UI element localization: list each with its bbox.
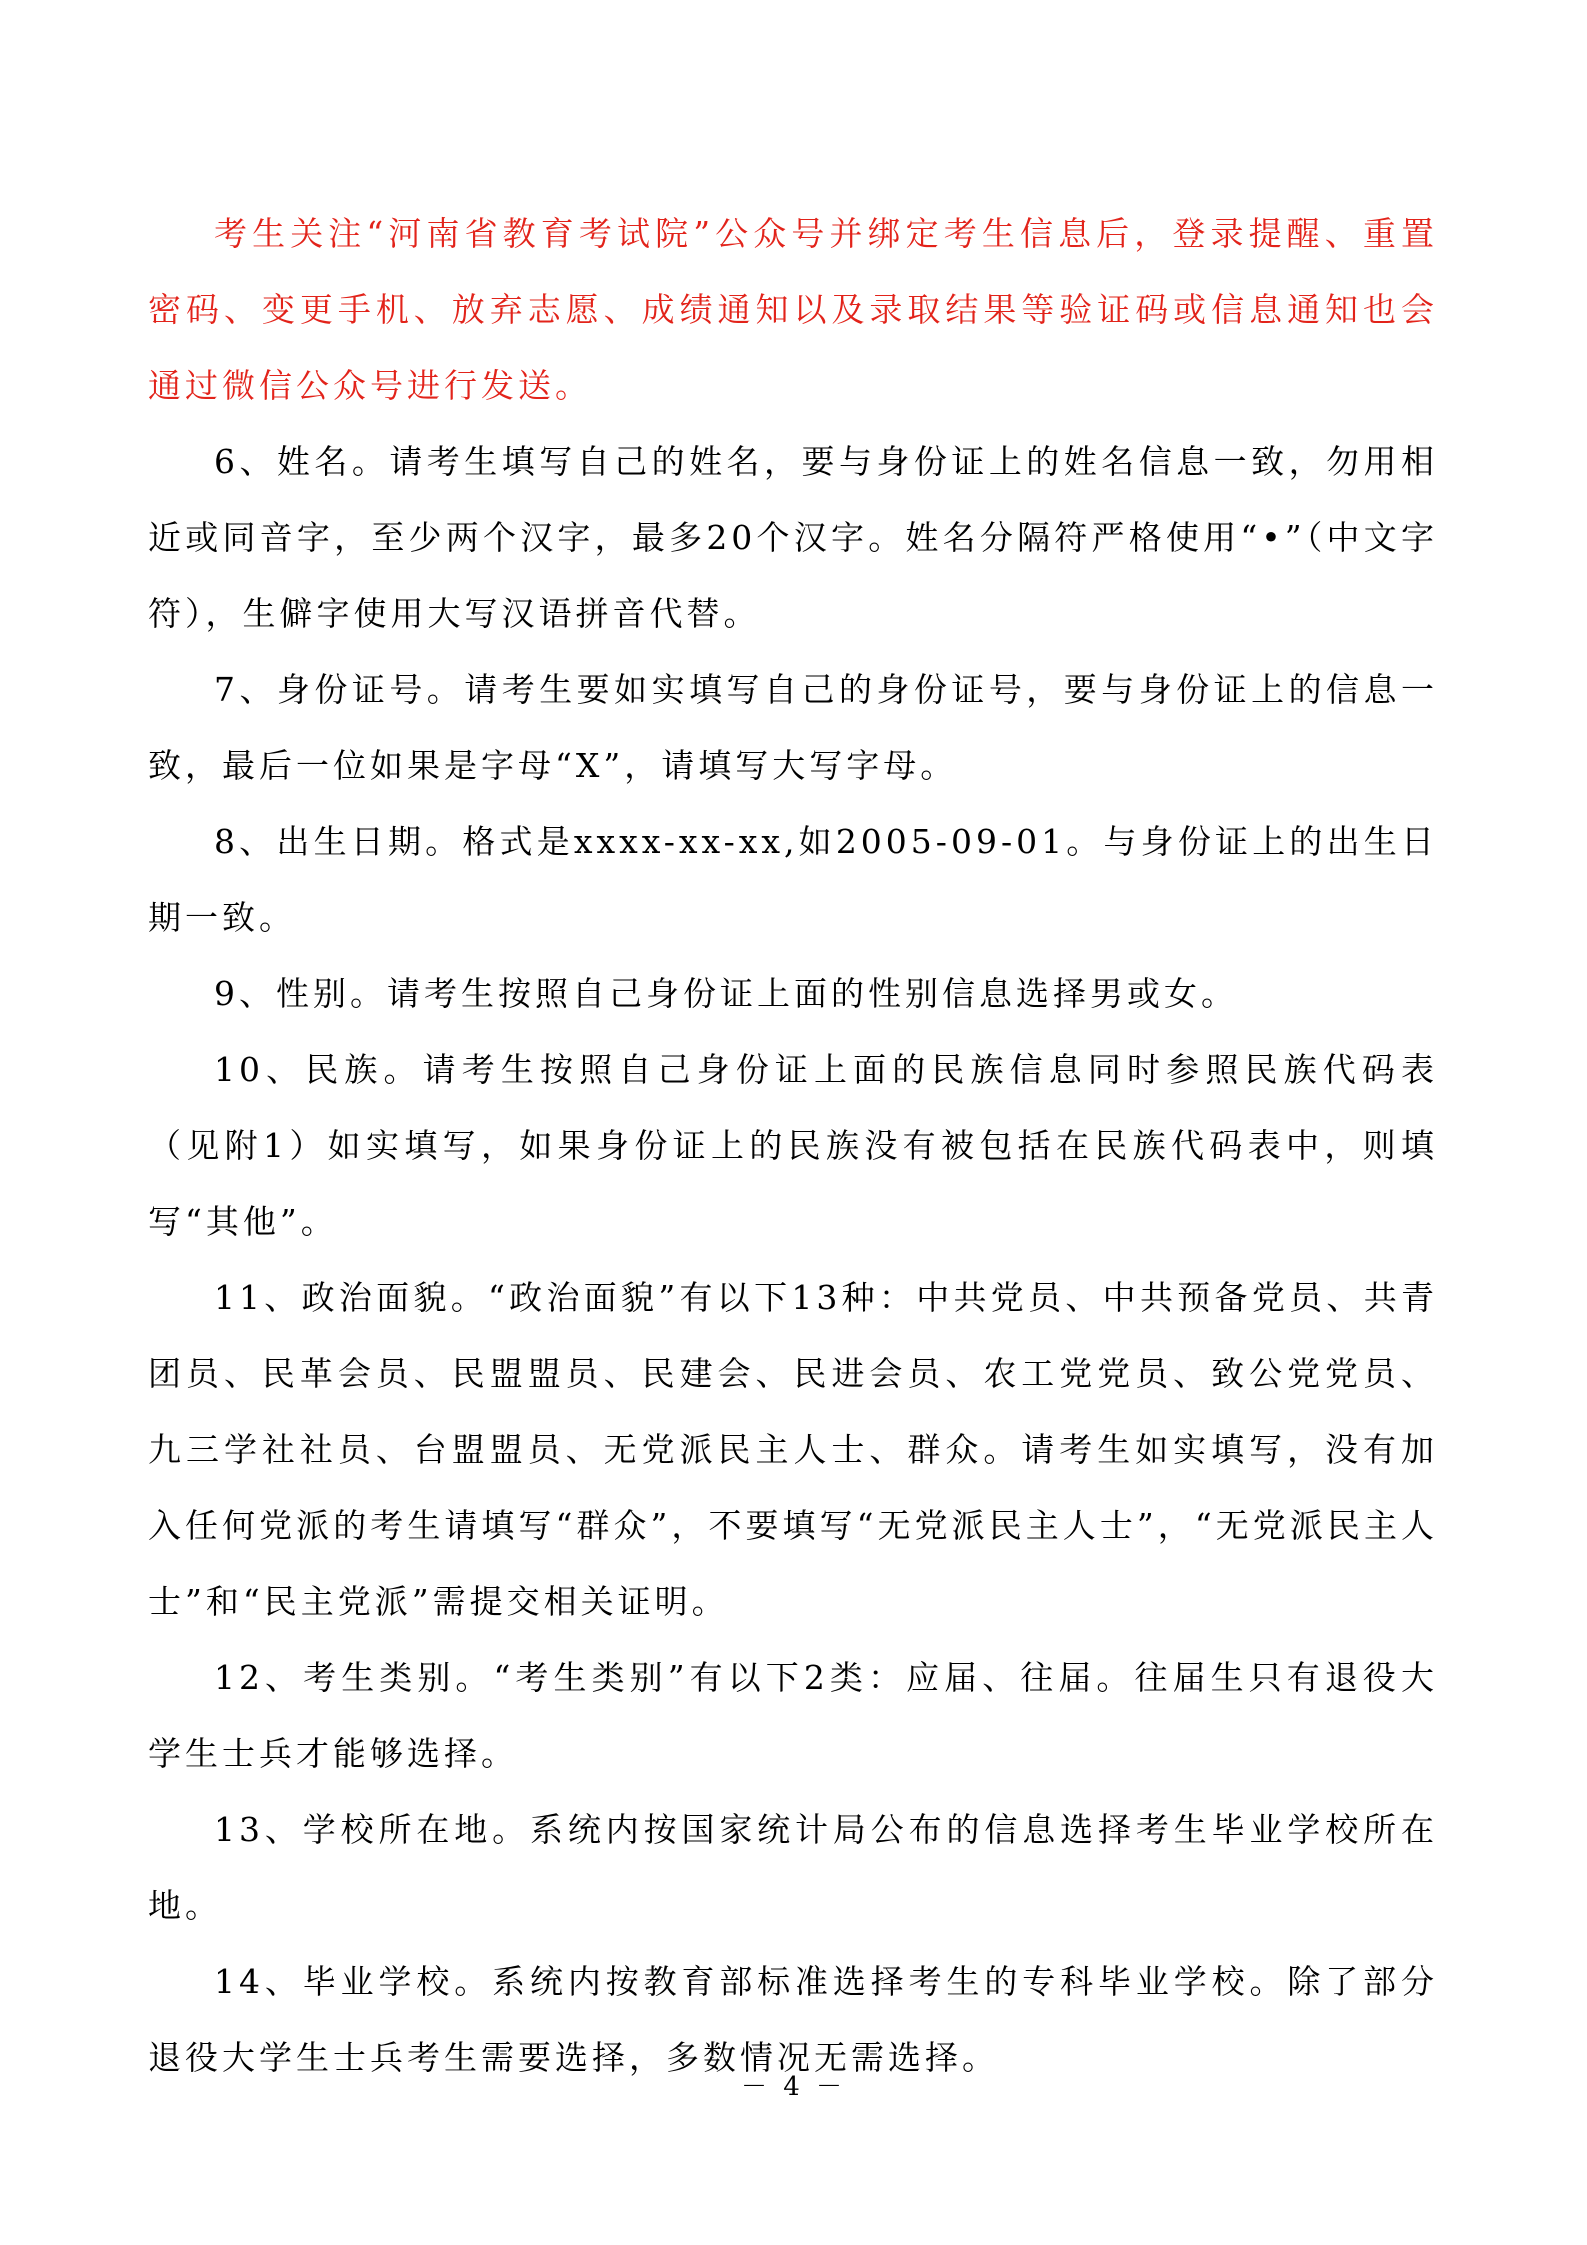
political-status-paragraph: 11、政治面貌。“政治面貌”有以下13种：中共党员、中共预备党员、共青团员、民革会员、民盟盟员、民建会、民进会员、农工党党员、致公党党员、九三学社社员、台盟盟员、无党派民主人士、群众。请考生如实填写，没有加入任何党派的考生请填写“群众”，不要填写“无党派民主人士”，“无党派民主人士”和“民主党派”需提交相关证明。 [148,1278,1438,1621]
name-paragraph: 6、姓名。请考生填写自己的姓名，要与身份证上的姓名信息一致，勿用相近或同音字，至少两个汉字，最多20个汉字。姓名分隔符严格使用“•”（中文字符），生僻字使用大写汉语拼音代替。 [148,442,1438,633]
ethnicity-paragraph: 10、民族。请考生按照自己身份证上面的民族信息同时参照民族代码表（见附1）如实填写，如果身份证上的民族没有被包括在民族代码表中，则填写“其他”。 [148,1050,1438,1241]
birth-date-paragraph: 8、出生日期。格式是xxxx-xx-xx,如2005-09-01。与身份证上的出生日期一致。 [148,822,1438,937]
graduation-school-paragraph: 14、毕业学校。系统内按教育部标准选择考生的专科毕业学校。除了部分退役大学生士兵考生需要选择，多数情况无需选择。 [148,1962,1438,2077]
candidate-type-paragraph: 12、考生类别。“考生类别”有以下2类：应届、往届。往届生只有退役大学生士兵才能够选择。 [148,1658,1438,1773]
id-number-paragraph: 7、身份证号。请考生要如实填写自己的身份证号，要与身份证上的信息一致，最后一位如果是字母“X”，请填写大写字母。 [148,670,1438,785]
gender-paragraph: 9、性别。请考生按照自己身份证上面的性别信息选择男或女。 [214,974,1238,1013]
wechat-notice-paragraph: 考生关注“河南省教育考试院”公众号并绑定考生信息后，登录提醒、重置密码、变更手机、放弃志愿、成绩通知以及录取结果等验证码或信息通知也会通过微信公众号进行发送。 [148,214,1438,405]
document-body [148,196,1438,2096]
school-location-paragraph: 13、学校所在地。系统内按国家统计局公布的信息选择考生毕业学校所在地。 [148,1810,1438,1925]
page-number: － 4 － [740,2072,847,2102]
